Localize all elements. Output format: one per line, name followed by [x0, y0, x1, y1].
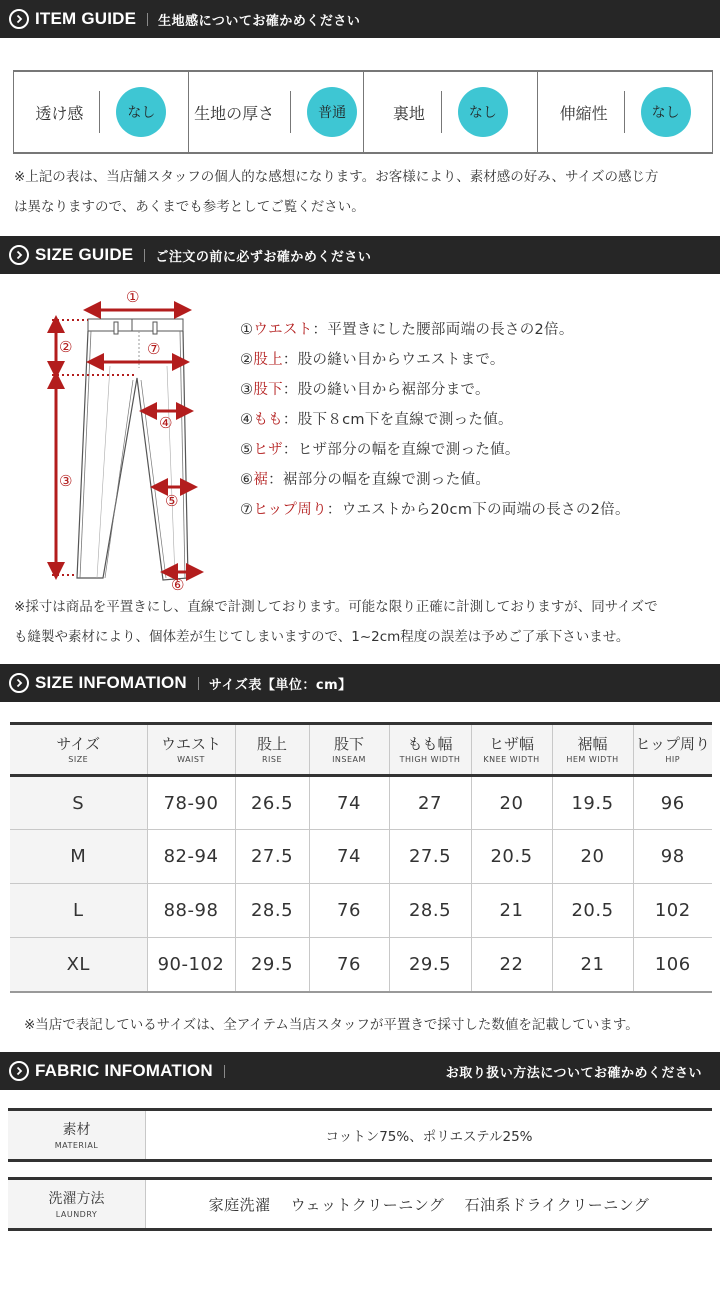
label-inseam: ③ [59, 472, 73, 490]
table-row: XL 90-102 29.5 76 29.5 22 21 106 [10, 938, 712, 992]
item-guide-table [13, 70, 713, 154]
section-title: SIZE GUIDE [35, 245, 134, 264]
col-inseam: 股下 INSEAM [309, 724, 389, 776]
item-label: 裏地 [392, 103, 425, 123]
col-size: サイズ SIZE [10, 724, 147, 776]
legend-item: ⑤ヒザ：ヒザ部分の幅を直線で測った値。 [240, 442, 520, 458]
legend-item: ①ウエスト：平置きにした腰部両端の長さの2倍。 [240, 322, 574, 338]
size-guide-header [0, 236, 720, 274]
col-thigh: もも幅 THIGH WIDTH [389, 724, 471, 776]
section-subtitle: ご注文の前に必ずお確かめください [155, 249, 372, 265]
note-line: ※上記の表は、当店舗スタッフの個人的な感想になります。お客様により、素材感の好み、サイズの感じ方 [14, 169, 659, 185]
chevron-circle-right-icon [9, 9, 29, 29]
note-line: ※採寸は商品を平置きにし、直線で計測しております。可能な限り正確に計測しておりますが、同サイズで [14, 599, 658, 615]
legend-item: ④もも：股下８cm下を直線で測った値。 [240, 412, 513, 428]
laundry-method: 家庭洗濯 [208, 1195, 271, 1214]
table-header-row [10, 724, 712, 776]
divider [198, 677, 199, 690]
divider [144, 249, 145, 262]
fabric-key: 洗濯方法 LAUNDRY [8, 1180, 146, 1228]
item-label: 生地の厚さ [194, 103, 275, 123]
item-guide-note [14, 162, 658, 222]
label-hem: ⑥ [171, 576, 185, 594]
divider [441, 91, 442, 133]
value-badge: なし [458, 87, 508, 137]
divider [99, 91, 100, 133]
pants-measurement-diagram [45, 288, 205, 598]
value-badge: なし [641, 87, 691, 137]
label-hip: ⑦ [147, 340, 161, 358]
item-label: 伸縮性 [559, 103, 608, 123]
item-label: 透け感 [35, 103, 84, 123]
chevron-circle-right-icon [9, 1061, 29, 1081]
laundry-method: ウェットクリーニング [290, 1195, 445, 1214]
pants-outline-icon [45, 288, 205, 598]
divider [224, 1065, 225, 1078]
fabric-row-material [8, 1108, 712, 1162]
material-value: コットン75%、ポリエステル25% [325, 1129, 533, 1145]
legend-item: ②股上：股の縫い目からウエストまで。 [240, 352, 505, 368]
section-subtitle: 生地感についてお確かめください [158, 13, 361, 29]
size-info-note: ※当店で表記しているサイズは、全アイテム当店スタッフが平置きで採寸した数値を記載しています。 [24, 1017, 639, 1033]
section-title: SIZE INFOMATION [35, 673, 187, 692]
size-guide-note [14, 592, 658, 652]
col-knee: ヒザ幅 KNEE WIDTH [471, 724, 552, 776]
note-line: も縫製や素材により、個体差が生じてしまいますので、1~2cm程度の誤差は予めご了承下さいませ。 [14, 629, 630, 645]
table-row: M 82-94 27.5 74 27.5 20.5 20 98 [10, 830, 712, 884]
section-title: FABRIC INFOMATION [35, 1061, 213, 1080]
section-subtitle: サイズ表【単位：cm】 [208, 677, 352, 693]
section-subtitle: お取り扱い方法についてお確かめください [445, 1065, 702, 1081]
item-cell-transparency [14, 72, 189, 152]
label-knee: ⑤ [165, 492, 179, 510]
item-cell-thickness [189, 72, 364, 152]
laundry-method: 石油系ドライクリーニング [464, 1195, 650, 1214]
label-rise: ② [59, 338, 73, 356]
legend-item: ③股下：股の縫い目から裾部分まで。 [240, 382, 490, 398]
divider [147, 13, 148, 26]
fabric-key: 素材 MATERIAL [8, 1111, 146, 1159]
col-rise: 股上 RISE [235, 724, 309, 776]
chevron-circle-right-icon [9, 673, 29, 693]
label-thigh: ④ [159, 414, 173, 432]
fabric-info-header [0, 1052, 720, 1090]
table-row: L 88-98 28.5 76 28.5 21 20.5 102 [10, 884, 712, 938]
col-hip: ヒップ周り HIP [633, 724, 712, 776]
item-cell-stretch [538, 72, 712, 152]
laundry-values [146, 1180, 712, 1228]
col-waist: ウエスト WAIST [147, 724, 235, 776]
legend-item: ⑦ヒップ周り：ウエストから20cm下の両端の長さの2倍。 [240, 502, 630, 518]
note-line: は異なりますので、あくまでも参考としてご覧ください。 [14, 199, 365, 215]
size-table [10, 722, 712, 993]
divider [624, 91, 625, 133]
label-waist: ① [126, 288, 140, 306]
section-title: ITEM GUIDE [35, 9, 137, 28]
value-badge: 普通 [307, 87, 357, 137]
size-info-header [0, 664, 720, 702]
item-guide-header [0, 0, 720, 38]
fabric-row-laundry [8, 1177, 712, 1231]
chevron-circle-right-icon [9, 245, 29, 265]
col-hem: 裾幅 HEM WIDTH [552, 724, 633, 776]
table-row: S 78-90 26.5 74 27 20 19.5 96 [10, 776, 712, 830]
item-cell-lining [364, 72, 539, 152]
divider [290, 91, 291, 133]
legend-item: ⑥裾：裾部分の幅を直線で測った値。 [240, 472, 491, 488]
value-badge: なし [116, 87, 166, 137]
measurement-legend [240, 315, 630, 525]
